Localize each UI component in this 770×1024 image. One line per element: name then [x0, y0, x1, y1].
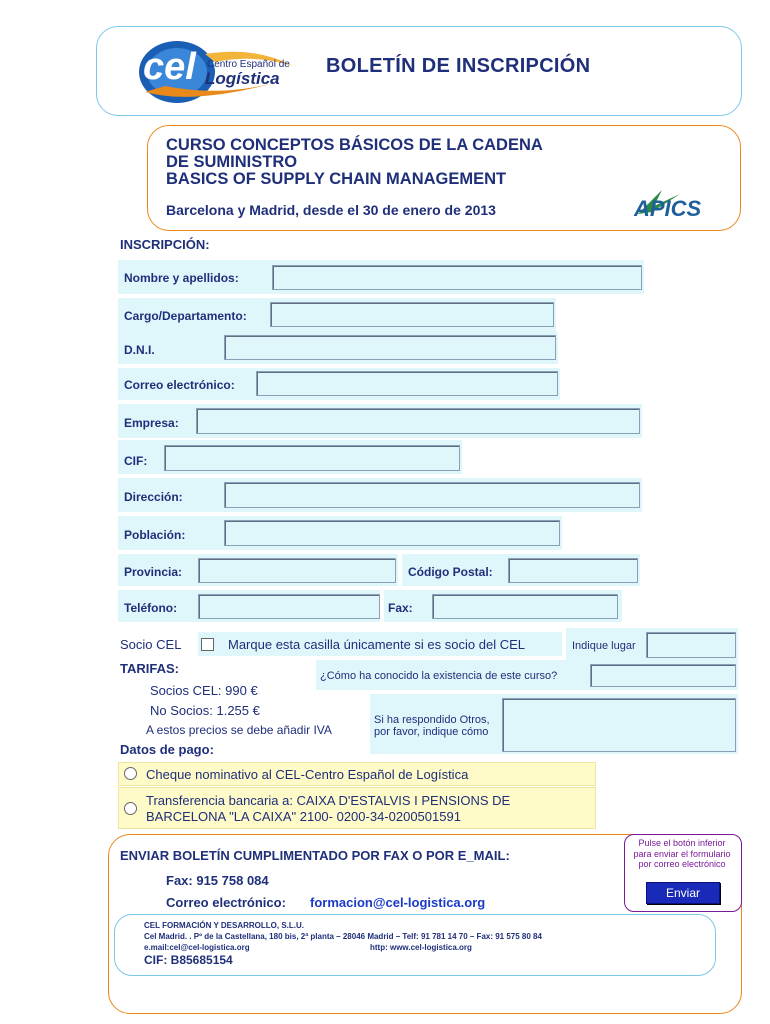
cif-input[interactable] [164, 445, 460, 471]
pago-title: Datos de pago: [120, 742, 214, 757]
tarifas-title: TARIFAS: [120, 661, 179, 676]
envio-correo-label: Correo electrónico: [166, 895, 286, 910]
envio-fax: Fax: 915 758 084 [166, 873, 269, 888]
apics-logo [622, 186, 718, 222]
footer-web: http: www.cel-logistica.org [370, 943, 472, 952]
label-correo: Correo electrónico: [124, 378, 235, 392]
provincia-input[interactable] [198, 558, 396, 583]
course-line1: CURSO CONCEPTOS BÁSICOS DE LA CADENA [166, 136, 543, 154]
label-otros-2: por favor, indique cómo [374, 726, 489, 738]
label-cargo: Cargo/Departamento: [124, 309, 247, 323]
footer-email: e.mail:cel@cel-logistica.org [144, 943, 250, 952]
conocido-select[interactable] [590, 664, 736, 687]
label-cif: CIF: [124, 454, 148, 468]
apics-text: APICS [634, 196, 702, 221]
fax-input[interactable] [432, 594, 618, 619]
correo-input[interactable] [256, 371, 558, 396]
footer-company: CEL FORMACIÓN Y DESARROLLO, S.L.U. [144, 921, 305, 930]
course-location: Barcelona y Madrid, desde el 30 de enero de 2013 [166, 202, 496, 218]
transfer-radio[interactable] [124, 802, 137, 815]
cargo-input[interactable] [270, 302, 554, 327]
logo-line2: Logística [205, 69, 280, 88]
label-indique-lugar: Indique lugar [572, 640, 636, 652]
transfer-line2: BARCELONA "LA CAIXA" 2100- 0200-34-0200501591 [146, 809, 461, 824]
page-title: BOLETÍN DE INSCRIPCIÓN [326, 55, 591, 77]
codigo-postal-input[interactable] [508, 558, 638, 583]
course-line3: BASICS OF SUPPLY CHAIN MANAGEMENT [166, 170, 507, 188]
otros-textarea[interactable] [502, 698, 736, 752]
label-nombre: Nombre y apellidos: [124, 271, 239, 285]
telefono-input[interactable] [198, 594, 380, 619]
label-direccion: Dirección: [124, 490, 183, 504]
label-dni: D.N.I. [124, 343, 155, 357]
envio-title: ENVIAR BOLETÍN CUMPLIMENTADO POR FAX O POR E_MAIL: [120, 848, 510, 863]
label-otros-1: Si ha respondido Otros, [374, 714, 490, 726]
send-hint: Pulse el botón inferior para enviar el formulario por correo electrónico [633, 838, 731, 869]
empresa-input[interactable] [196, 408, 640, 434]
cheque-radio[interactable] [124, 767, 137, 780]
socio-checkbox-text: Marque esta casilla únicamente si es socio del CEL [228, 637, 525, 652]
label-provincia: Provincia: [124, 565, 183, 579]
logo-main-text: cel [143, 46, 196, 88]
label-telefono: Teléfono: [124, 601, 178, 615]
cheque-text: Cheque nominativo al CEL-Centro Español de Logística [146, 767, 469, 782]
logo-line1: Centro Español de [207, 59, 290, 70]
label-fax: Fax: [388, 601, 413, 615]
poblacion-input[interactable] [224, 520, 560, 546]
dni-input[interactable] [224, 335, 556, 360]
tarifa-socios: Socios CEL: 990 € [150, 683, 258, 698]
label-empresa: Empresa: [124, 416, 179, 430]
footer-address: Cel Madrid. . Pº de la Castellana, 180 bis, 2ª planta – 28046 Madrid – Telf: 91 781 14 70 – Fax: 91 575 80 84 [144, 932, 542, 941]
course-line2: DE SUMINISTRO [166, 153, 298, 171]
envio-correo-value[interactable]: formacion@cel-logistica.org [310, 895, 486, 910]
label-codigo-postal: Código Postal: [408, 565, 493, 579]
send-button[interactable]: Enviar [646, 882, 720, 904]
label-poblacion: Población: [124, 528, 186, 542]
transfer-line1: Transferencia bancaria a: CAIXA D'ESTALVIS I PENSIONS DE [146, 793, 511, 808]
section-inscripcion: INSCRIPCIÓN: [120, 237, 210, 252]
tarifa-no-socios: No Socios: 1.255 € [150, 703, 260, 718]
direccion-input[interactable] [224, 482, 640, 508]
nombre-input[interactable] [272, 265, 642, 290]
socio-checkbox[interactable] [201, 638, 214, 651]
footer-cif: CIF: B85685154 [144, 953, 233, 967]
socio-label: Socio CEL [120, 637, 182, 652]
cel-logo [135, 36, 295, 106]
tarifa-iva: A estos precios se debe añadir IVA [146, 723, 332, 737]
label-conocido: ¿Cómo ha conocido la existencia de este curso? [320, 670, 558, 682]
indique-lugar-input[interactable] [646, 632, 736, 658]
